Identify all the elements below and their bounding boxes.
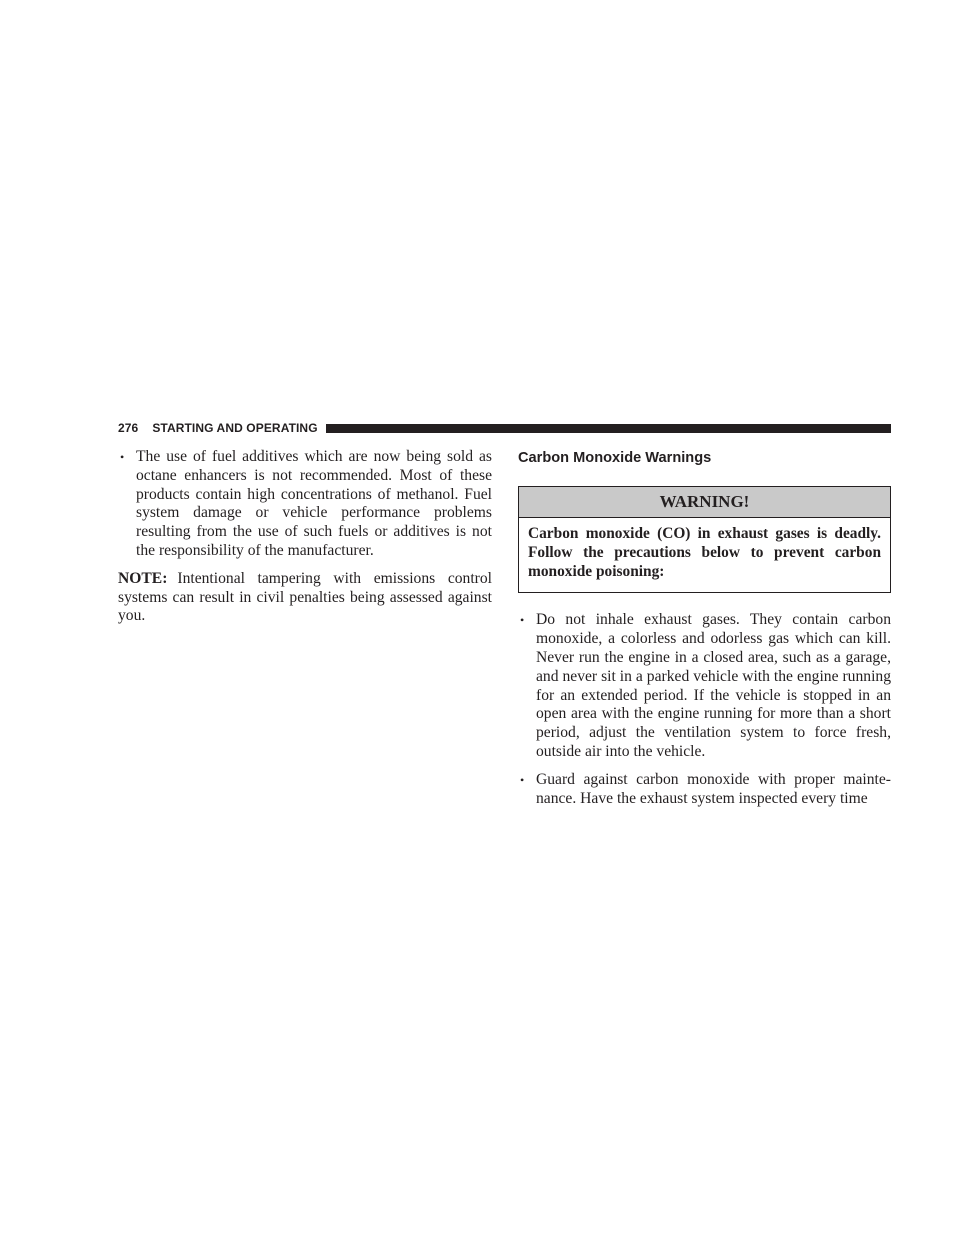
right-column <box>518 448 891 817</box>
list-item <box>118 448 492 561</box>
note-text: Intentional tampering with emissions control systems can result in civil penalties being assessed against you. <box>118 569 492 625</box>
bullet-icon: • <box>520 613 525 628</box>
note-label: NOTE: <box>118 569 168 587</box>
warning-title: WARNING! <box>519 487 890 518</box>
warning-box <box>518 486 891 593</box>
section-title: STARTING AND OPERATING <box>152 421 318 435</box>
page-header <box>118 420 891 436</box>
bullet-icon: • <box>520 772 525 787</box>
list-item <box>518 771 891 809</box>
section-heading: Carbon Monoxide Warnings <box>518 450 712 466</box>
list-item-text: Guard against carbon monoxide with proper mainte- nance. Have the exhaust system inspected every time <box>536 770 891 807</box>
list-item-text: The use of fuel additives which are now being sold as octane enhancers is not recommended. Most of these products contain high concentrations of methanol. Fuel system damage or vehicle performance problems resulting from the use of such fuels or additives is not the responsibility of the manufacturer. <box>136 448 492 559</box>
left-column <box>118 448 492 626</box>
page-number: 276 <box>118 421 139 435</box>
header-rule <box>326 424 891 433</box>
note-paragraph <box>118 570 492 626</box>
bullet-icon: • <box>120 450 125 464</box>
warning-body: Carbon monoxide (CO) in exhaust gases is deadly. Follow the precautions below to prevent carbon monoxide poisoning: <box>528 525 881 580</box>
list-item-text: Do not inhale exhaust gases. They contain carbon monoxide, a colorless and odorless gas which can kill. Never run the engine in a closed area, such as a garage, and never sit in a parked vehicle with the engine running for an extended period. If the vehicle is stopped in an open area with the engine running for more than a short period, adjust the ventilation system to force fresh, outside air into the vehicle. <box>536 611 891 760</box>
list-item <box>518 611 891 761</box>
